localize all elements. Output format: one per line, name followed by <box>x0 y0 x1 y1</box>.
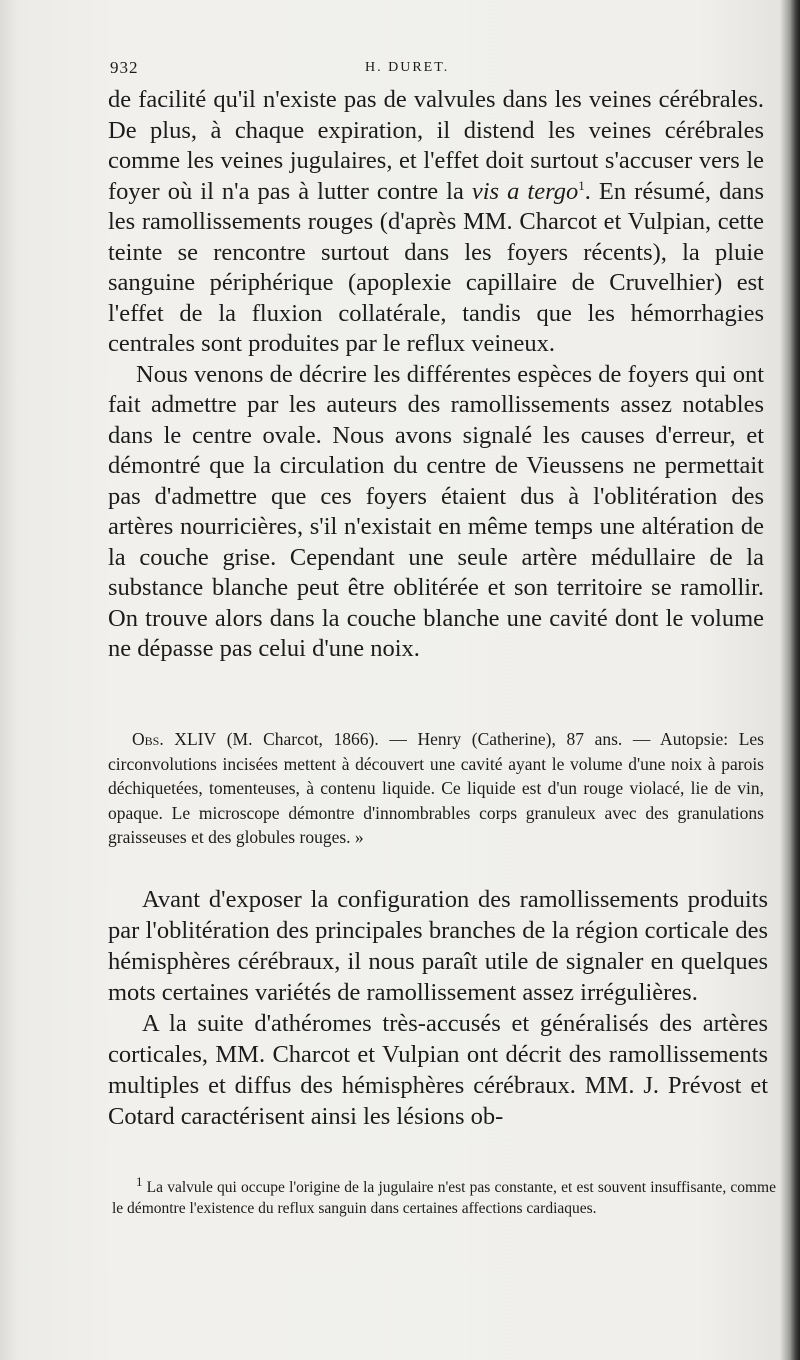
latin-phrase: vis a tergo <box>471 177 579 205</box>
observation-label: Obs. XLIV <box>132 729 217 749</box>
main-text-block-2 <box>108 884 768 1132</box>
running-head: H. DURET. <box>365 60 450 75</box>
observation-block <box>108 727 764 850</box>
page-number: 932 <box>110 58 139 77</box>
footnote <box>112 1173 776 1219</box>
footnote-reference: 1 <box>578 177 585 193</box>
footnote-mark: 1 <box>136 1173 143 1189</box>
paragraph-3: Avant d'exposer la configuration des ramollissements produits par l'oblitération des principales branches de la région corticale des hémisphères cérébraux, il nous paraît utile de signaler en quelques mots certaines variétés de ramollissement assez irrégulières. <box>108 886 768 1006</box>
paragraph-1 <box>108 85 764 360</box>
observation-text <box>108 727 764 850</box>
footnote-body: La valvule qui occupe l'origine de la jugulaire n'est pas constante, et est souvent insuffisante, comme le démontre l'existence du reflux sanguin dans certaines affections cardiaques. <box>112 1179 776 1217</box>
paragraph-1-text-b: . En résumé, dans les ramollissements rouges (d'après MM. Charcot et Vulpian, cette teinte se rencontre surtout dans les foyers récents), la pluie sanguine périphérique (apoplexie capillaire de Cruvelhier) est l'effet de la fluxion collatérale, tandis que les hémorrhagies centrales sont produites par le reflux veineux. <box>108 177 764 357</box>
paragraph-1-text-a: de facilité qu'il n'existe pas de valvules dans les veines cérébrales. De plus, à chaque expiration, il distend les veines cérébrales comme les veines jugulaires, et l'effet doit surtout s'accuser vers le foyer où il n'a pas à lutter contre la <box>108 86 764 205</box>
paragraph-2: Nous venons de décrire les différentes espèces de foyers qui ont fait admettre par les auteurs des ramollissements assez notables dans le centre ovale. Nous avons signalé les causes d'erreur, et démontré que la circulation du centre de Vieussens ne permettait pas d'admettre que ces foyers étaient dus à l'oblitération des artères nourricières, s'il n'existait en même temps une altération de la couche grise. Cependant une seule artère médullaire de la substance blanche peut être oblitérée et son territoire se ramollir. On trouve alors dans la couche blanche une cavité dont le volume ne dépasse pas celui d'une noix. <box>108 360 764 662</box>
observation-body: (M. Charcot, 1866). — Henry (Catherine), 87 ans. — Autopsie: Les circonvolutions incisées mettent à découvert une cavité ayant le volume d'une noix à parois déchiquetées, tomenteuses, à contenu liquide. Ce liquide est d'un rouge violacé, lie de vin, opaque. Le microscope démontre d'innombrables corps granuleux avec des granulations graisseuses et des globules rouges. » <box>108 729 764 847</box>
footnote-text <box>112 1173 776 1219</box>
paragraph-4: A la suite d'athéromes très-accusés et généralisés des artères corticales, MM. Charcot et Vulpian ont décrit des ramollissements multiples et diffus des hémisphères cérébraux. MM. J. Prévost et Cotard caractérisent ainsi les lésions ob- <box>108 1010 768 1130</box>
binding-edge-shadow <box>790 0 800 1360</box>
main-text-block <box>108 85 764 665</box>
page-header <box>110 58 760 80</box>
